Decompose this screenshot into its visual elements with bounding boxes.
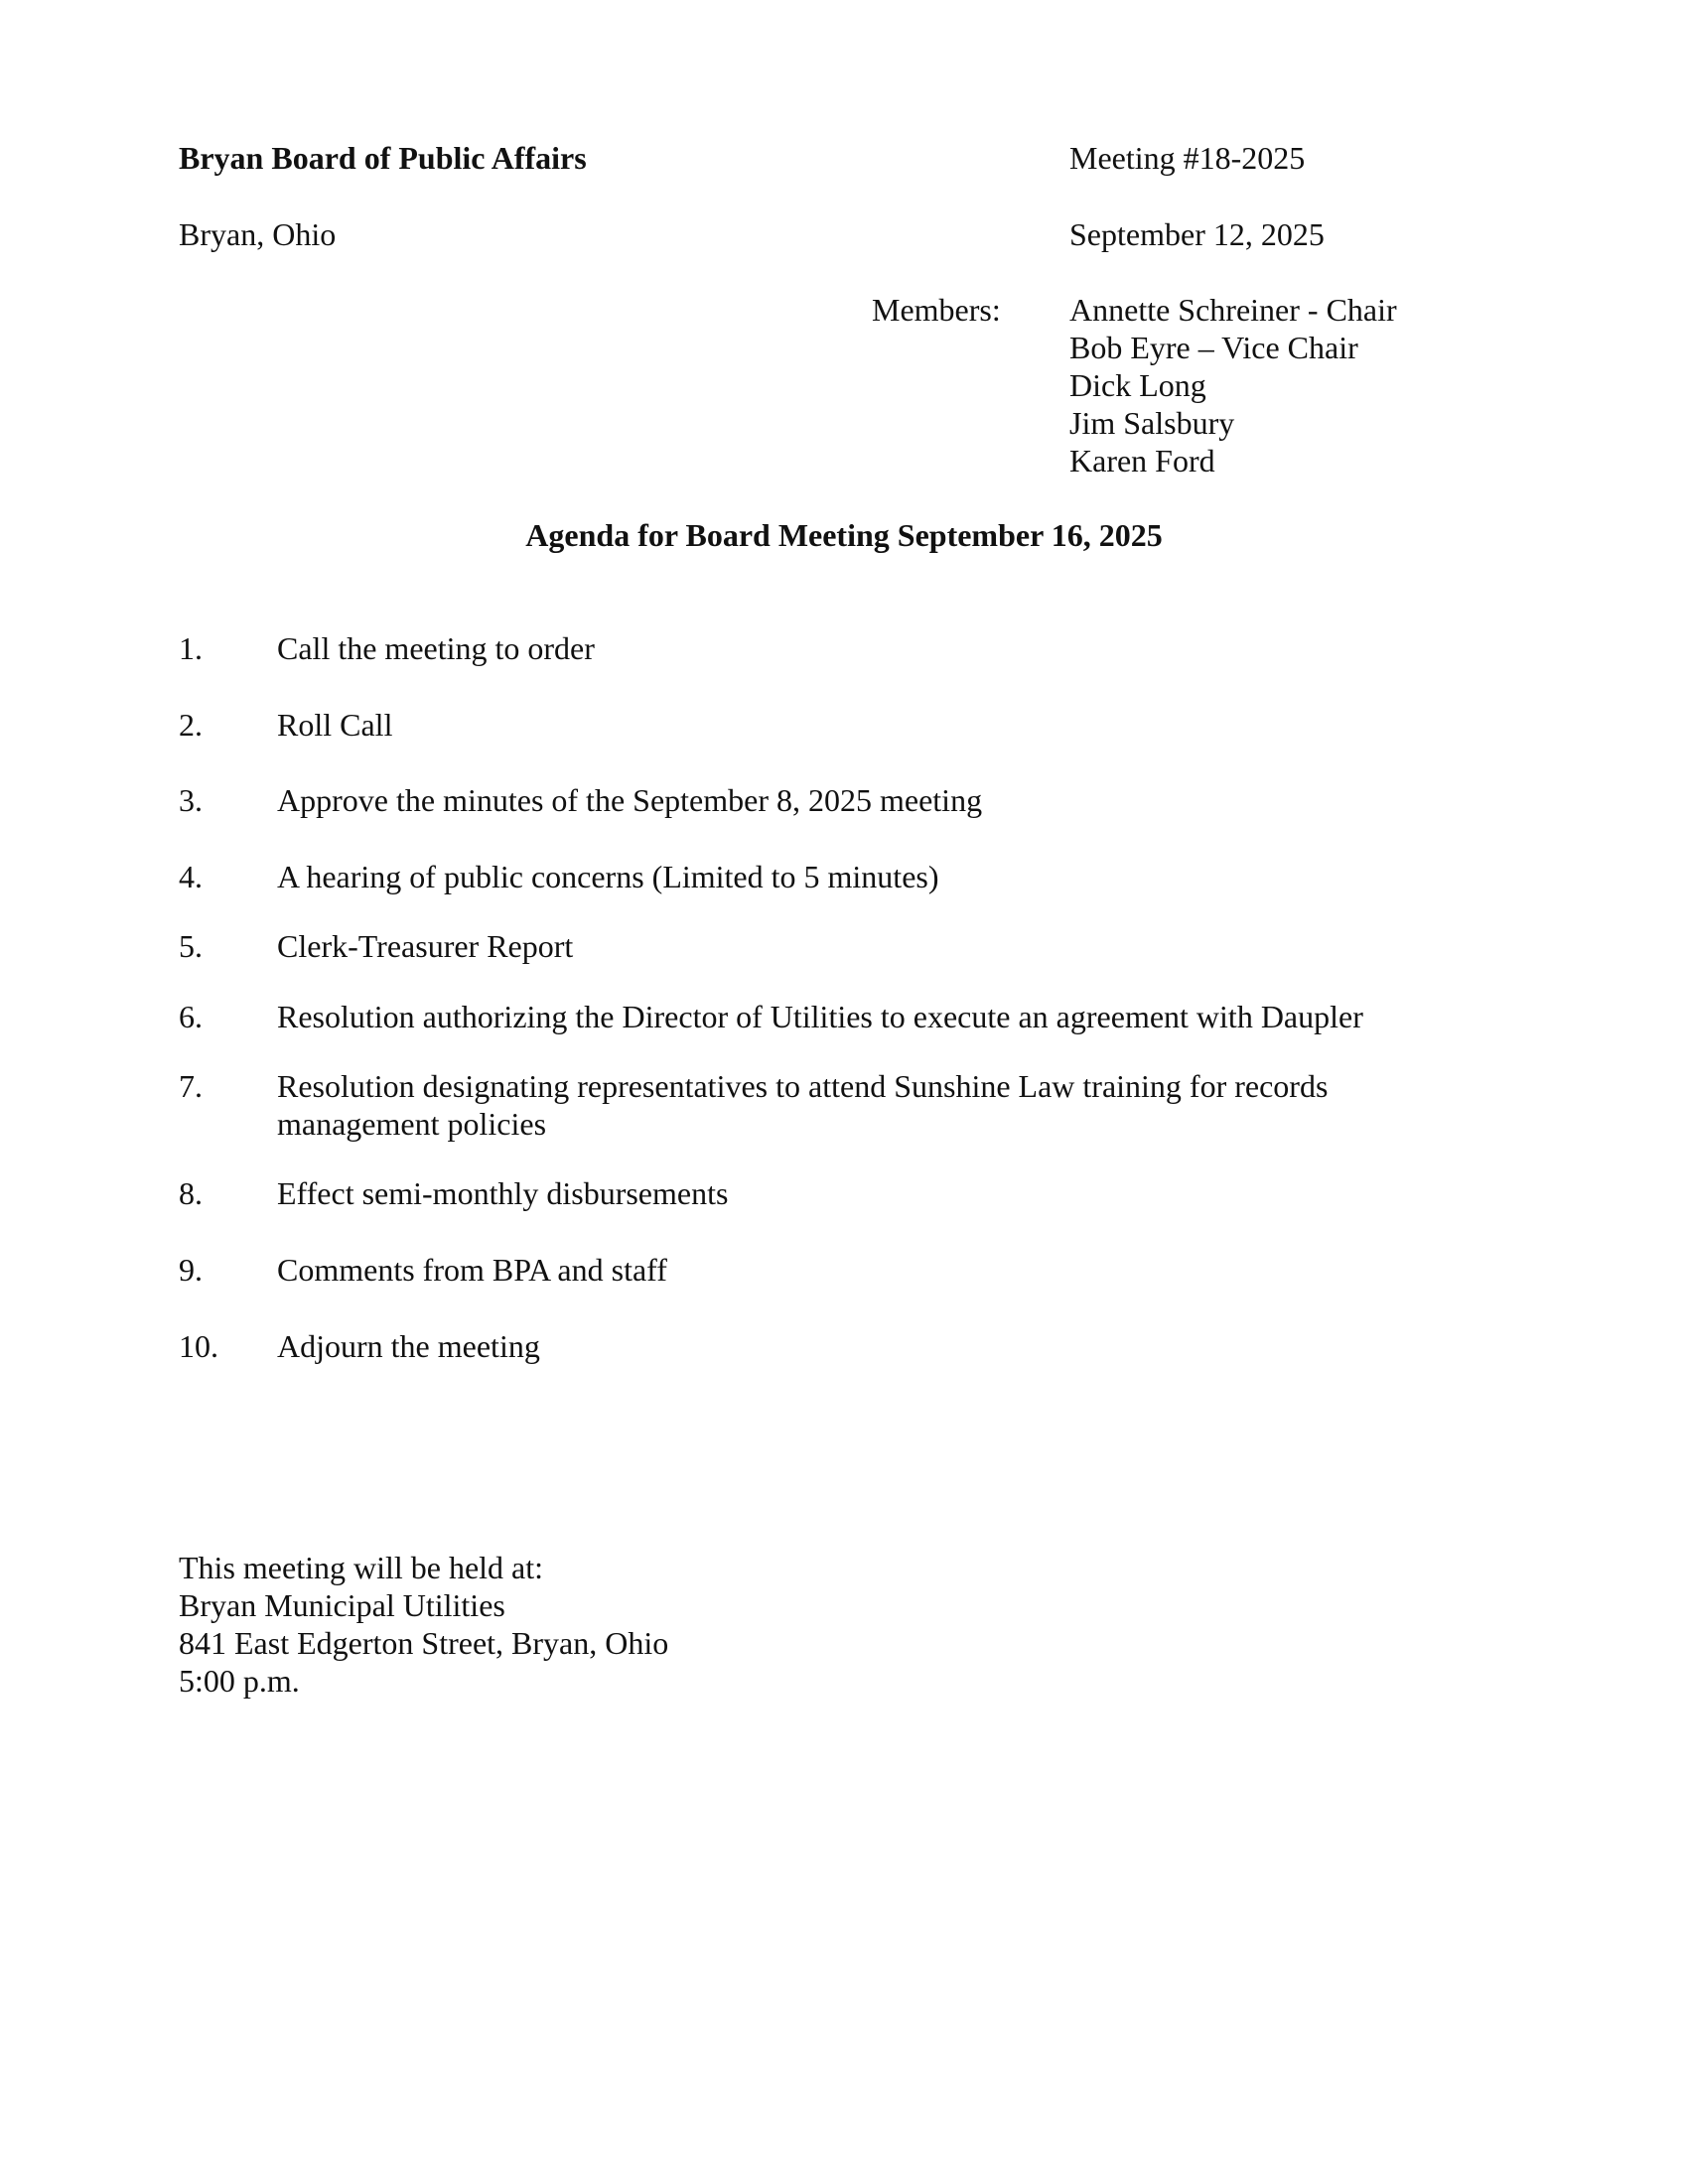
member-vice-chair: Bob Eyre – Vice Chair <box>1069 330 1358 365</box>
agenda-item-number: 3. <box>179 782 203 818</box>
member-chair: Annette Schreiner - Chair <box>1069 292 1397 328</box>
agenda-item-number: 9. <box>179 1252 203 1288</box>
agenda-item-text: Comments from BPA and staff <box>277 1252 667 1288</box>
agenda-item-number: 2. <box>179 707 203 743</box>
agenda-item-text: Approve the minutes of the September 8, 2025 meeting <box>277 782 983 818</box>
agenda-item-number: 1. <box>179 630 203 666</box>
agenda-item-text: Adjourn the meeting <box>277 1328 540 1364</box>
meeting-location <box>179 1549 668 1700</box>
agenda-item-text: Resolution designating representatives to attend Sunshine Law training for records management policies <box>277 1068 1329 1142</box>
agenda-item-number: 10. <box>179 1328 218 1364</box>
agenda-item-text: A hearing of public concerns (Limited to 5 minutes) <box>277 859 939 894</box>
agenda-item-number: 8. <box>179 1175 203 1211</box>
member: Karen Ford <box>1069 443 1215 478</box>
member: Dick Long <box>1069 367 1206 403</box>
agenda-item-number: 6. <box>179 999 203 1034</box>
meeting-number: Meeting #18-2025 <box>1069 140 1306 176</box>
members-label: Members: <box>872 292 1001 328</box>
notice-date: September 12, 2025 <box>1069 216 1325 252</box>
agenda-item-number: 5. <box>179 928 203 964</box>
location-address: 841 East Edgerton Street, Bryan, Ohio <box>179 1625 669 1661</box>
city: Bryan, Ohio <box>179 216 337 252</box>
members-list <box>1069 291 1397 479</box>
agenda-item-text: Resolution authorizing the Director of Utilities to execute an agreement with Daupler <box>277 999 1363 1034</box>
organization-name: Bryan Board of Public Affairs <box>179 140 587 176</box>
agenda-title: Agenda for Board Meeting September 16, 2025 <box>525 517 1163 553</box>
location-intro: This meeting will be held at: <box>179 1550 544 1585</box>
agenda-item-text: Roll Call <box>277 707 393 743</box>
agenda-item-text: Effect semi-monthly disbursements <box>277 1175 729 1211</box>
agenda-item-text: Clerk-Treasurer Report <box>277 928 574 964</box>
location-venue: Bryan Municipal Utilities <box>179 1587 505 1623</box>
location-time: 5:00 p.m. <box>179 1663 300 1699</box>
agenda-item-number: 7. <box>179 1068 203 1104</box>
member: Jim Salsbury <box>1069 405 1235 441</box>
agenda-item-text: Call the meeting to order <box>277 630 595 666</box>
agenda-item-number: 4. <box>179 859 203 894</box>
